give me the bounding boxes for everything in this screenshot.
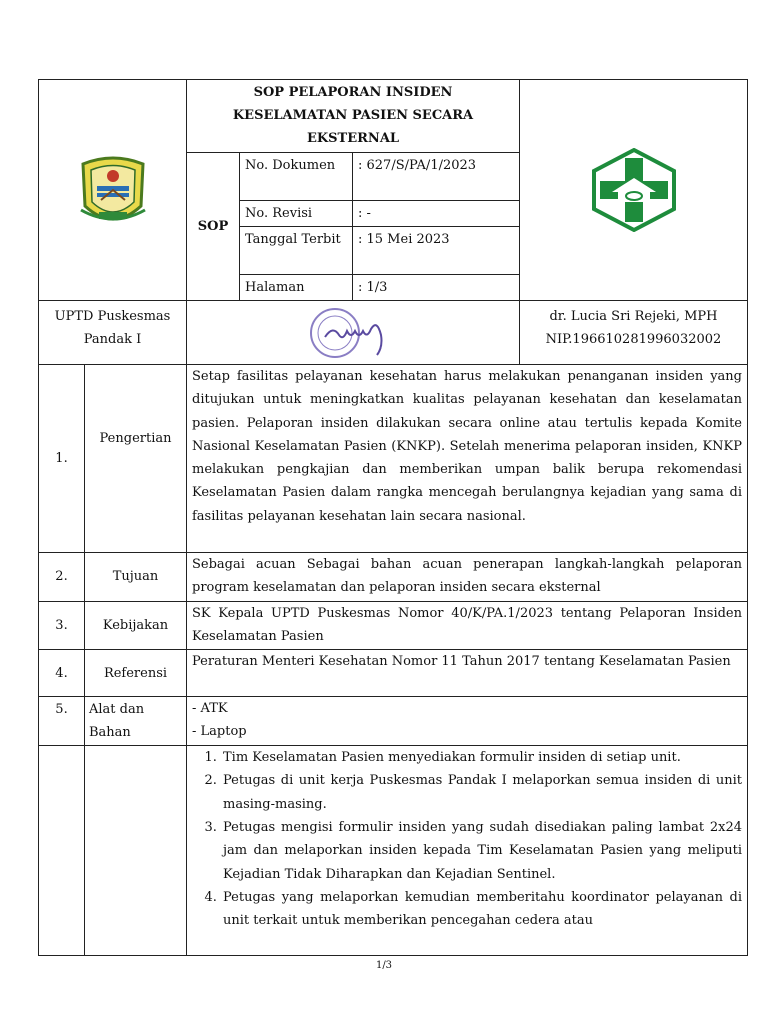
meta-key-doc-number: No. Dokumen [240,153,353,201]
list-item: 2. Petugas di unit kerja Puskesmas Pandak I melaporkan semua insiden di unit masing-masing. [221,769,742,816]
procedure-number [39,746,85,956]
section-text: SK Kepala UPTD Puskesmas Nomor 40/K/PA.1/2023 tentang Pelaporan Insiden Keselamatan Pasien [187,601,748,650]
list-item: 3. Petugas mengisi formulir insiden yang sudah disediakan paling lambat 2x24 jam dan melaporkan insiden kepada Tim Keselamatan Pasien yang meliputi Kejadian Tidak Diharapkan dan Kejadian Sentinel. [221,816,742,886]
puskesmas-logo-icon [520,148,747,232]
procedure-row [39,746,748,956]
sop-label: SOP [187,153,240,301]
tools-list [187,697,747,743]
section-number: 1. [39,365,85,553]
list-item: 4. Petugas yang melaporkan kemudian memberitahu koordinator pelayanan di unit terkait untuk memberikan pencegahan cedera atau [221,886,742,933]
section-label: Kebijakan [85,601,187,650]
section-text: Setap fasilitas pelayanan kesehatan harus melakukan penanganan insiden yang ditujukan untuk meningkatkan kualitas pelayanan kesehatan dan keselamatan pasien. Pelaporan insiden dilakukan secara online atau tertulis kepada Komite Nasional Keselamatan Pasien (KNKP). Setelah menerima pelaporan insiden, KNKP melakukan pengkajian dan memberikan umpan balik berupa rekomendasi Keselamatan Pasien dalam rangka mencegah berulangnya kejadian yang sama di fasilitas pelayanan kesehatan lain secara nasional. [187,365,748,553]
section-text: Peraturan Menteri Kesehatan Nomor 11 Tahun 2017 tentang Keselamatan Pasien [187,650,748,697]
section-label: Referensi [85,650,187,697]
section-number: 2. [39,553,85,602]
meta-key-page: Halaman [240,275,353,301]
meta-value-revision: : - [353,201,520,227]
page-footer: 1/3 [375,960,393,971]
meta-key-revision: No. Revisi [240,201,353,227]
list-item: - Laptop [192,724,247,740]
meta-value-page: : 1/3 [353,275,520,301]
list-item: 1. Tim Keselamatan Pasien menyediakan formulir insiden di setiap unit. [221,746,742,769]
section-row [39,553,748,602]
procedure-steps [187,746,747,932]
right-logo-cell [520,80,748,301]
left-logo-cell [39,80,187,301]
sop-body-table [38,364,748,956]
regional-emblem-icon [39,150,186,230]
unit-name: UPTD Puskesmas Pandak I [39,301,187,365]
meta-value-doc-number: : 627/S/PA/1/2023 [353,153,520,201]
document-title: SOP PELAPORAN INSIDEN KESELAMATAN PASIEN SECARA EKSTERNAL [187,80,520,153]
signer-nip: NIP.196610281996032002 [545,332,722,347]
tools-list-cell [187,697,748,746]
section-number: 3. [39,601,85,650]
meta-key-issue-date: Tanggal Terbit [240,227,353,275]
signer-block [520,301,748,365]
section-row [39,697,748,746]
list-item: - ATK [192,701,228,717]
signer-name: dr. Lucia Sri Rejeki, MPH [549,309,718,324]
section-label: Alat dan Bahan [85,697,187,746]
section-label: Pengertian [85,365,187,553]
meta-value-issue-date: : 15 Mei 2023 [353,227,520,275]
section-number: 4. [39,650,85,697]
procedure-steps-cell [187,746,748,956]
section-row [39,650,748,697]
section-row [39,601,748,650]
section-number: 5. [39,697,85,746]
section-row [39,365,748,553]
stamp-signature-icon [187,305,519,361]
section-label: Tujuan [85,553,187,602]
section-text: Sebagai acuan Sebagai bahan acuan penerapan langkah-langkah pelaporan program keselamatan dan pelaporan insiden secara eksternal [187,553,748,602]
sop-document [38,79,747,956]
stamp-cell [187,301,520,365]
sop-header-table [38,79,748,365]
procedure-label [85,746,187,956]
